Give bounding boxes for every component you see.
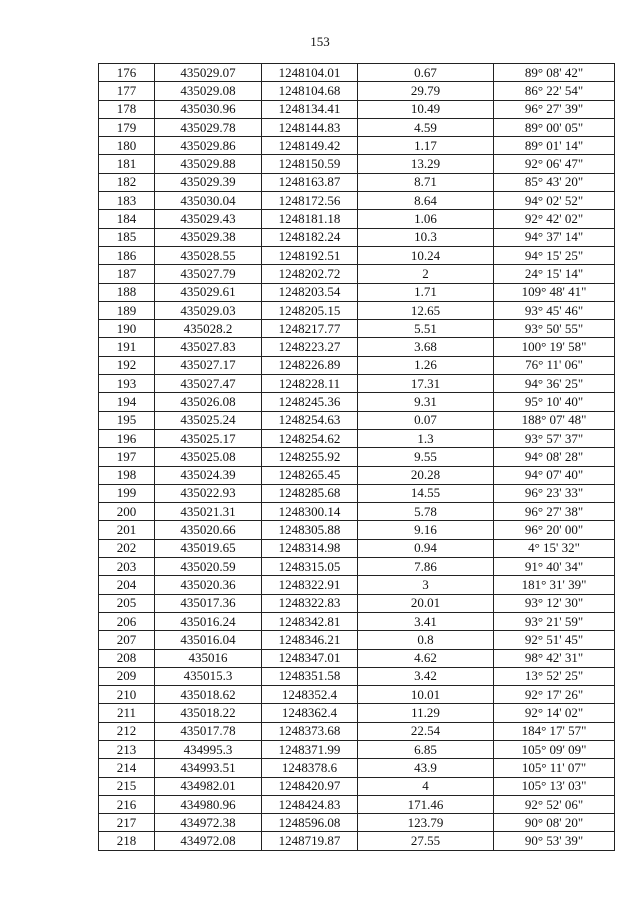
x-coordinate-cell: 435025.24 bbox=[155, 411, 262, 429]
y-coordinate-cell: 1248245.36 bbox=[262, 393, 358, 411]
x-coordinate-cell: 435015.3 bbox=[155, 667, 262, 685]
table-row bbox=[99, 686, 615, 704]
x-coordinate-cell: 434980.96 bbox=[155, 795, 262, 813]
point-number-cell: 190 bbox=[99, 320, 155, 338]
table-row bbox=[99, 246, 615, 264]
point-number-cell: 197 bbox=[99, 448, 155, 466]
x-coordinate-cell: 435029.38 bbox=[155, 228, 262, 246]
distance-cell: 1.17 bbox=[358, 137, 494, 155]
angle-cell: 94° 15' 25" bbox=[494, 246, 615, 264]
table-row bbox=[99, 429, 615, 447]
y-coordinate-cell: 1248719.87 bbox=[262, 832, 358, 850]
distance-cell: 9.16 bbox=[358, 521, 494, 539]
distance-cell: 20.28 bbox=[358, 466, 494, 484]
angle-cell: 86° 22' 54" bbox=[494, 82, 615, 100]
table-row bbox=[99, 612, 615, 630]
y-coordinate-cell: 1248255.92 bbox=[262, 448, 358, 466]
angle-cell: 93° 12' 30" bbox=[494, 594, 615, 612]
y-coordinate-cell: 1248134.41 bbox=[262, 100, 358, 118]
distance-cell: 1.71 bbox=[358, 283, 494, 301]
distance-cell: 10.01 bbox=[358, 686, 494, 704]
x-coordinate-cell: 435029.03 bbox=[155, 301, 262, 319]
angle-cell: 92° 51' 45" bbox=[494, 631, 615, 649]
y-coordinate-cell: 1248104.68 bbox=[262, 82, 358, 100]
y-coordinate-cell: 1248144.83 bbox=[262, 118, 358, 136]
y-coordinate-cell: 1248322.91 bbox=[262, 576, 358, 594]
angle-cell: 95° 10' 40" bbox=[494, 393, 615, 411]
x-coordinate-cell: 435030.04 bbox=[155, 192, 262, 210]
y-coordinate-cell: 1248362.4 bbox=[262, 704, 358, 722]
y-coordinate-cell: 1248226.89 bbox=[262, 356, 358, 374]
table-row bbox=[99, 375, 615, 393]
point-number-cell: 177 bbox=[99, 82, 155, 100]
x-coordinate-cell: 435027.79 bbox=[155, 265, 262, 283]
angle-cell: 93° 57' 37" bbox=[494, 429, 615, 447]
y-coordinate-cell: 1248371.99 bbox=[262, 740, 358, 758]
table-row bbox=[99, 759, 615, 777]
point-number-cell: 213 bbox=[99, 740, 155, 758]
y-coordinate-cell: 1248181.18 bbox=[262, 210, 358, 228]
point-number-cell: 200 bbox=[99, 503, 155, 521]
angle-cell: 76° 11' 06" bbox=[494, 356, 615, 374]
distance-cell: 2 bbox=[358, 265, 494, 283]
distance-cell: 4.59 bbox=[358, 118, 494, 136]
point-number-cell: 195 bbox=[99, 411, 155, 429]
point-number-cell: 208 bbox=[99, 649, 155, 667]
point-number-cell: 206 bbox=[99, 612, 155, 630]
y-coordinate-cell: 1248149.42 bbox=[262, 137, 358, 155]
y-coordinate-cell: 1248351.58 bbox=[262, 667, 358, 685]
distance-cell: 0.67 bbox=[358, 64, 494, 82]
distance-cell: 17.31 bbox=[358, 375, 494, 393]
angle-cell: 93° 50' 55" bbox=[494, 320, 615, 338]
table-row bbox=[99, 137, 615, 155]
x-coordinate-cell: 434993.51 bbox=[155, 759, 262, 777]
distance-cell: 0.07 bbox=[358, 411, 494, 429]
distance-cell: 20.01 bbox=[358, 594, 494, 612]
x-coordinate-cell: 435020.36 bbox=[155, 576, 262, 594]
angle-cell: 92° 17' 26" bbox=[494, 686, 615, 704]
angle-cell: 93° 21' 59" bbox=[494, 612, 615, 630]
point-number-cell: 218 bbox=[99, 832, 155, 850]
distance-cell: 3.42 bbox=[358, 667, 494, 685]
x-coordinate-cell: 435019.65 bbox=[155, 539, 262, 557]
point-number-cell: 201 bbox=[99, 521, 155, 539]
table-row bbox=[99, 283, 615, 301]
table-row bbox=[99, 777, 615, 795]
table-row bbox=[99, 338, 615, 356]
table-row bbox=[99, 521, 615, 539]
point-number-cell: 205 bbox=[99, 594, 155, 612]
point-number-cell: 204 bbox=[99, 576, 155, 594]
x-coordinate-cell: 435029.88 bbox=[155, 155, 262, 173]
table-row bbox=[99, 100, 615, 118]
y-coordinate-cell: 1248172.56 bbox=[262, 192, 358, 210]
angle-cell: 93° 45' 46" bbox=[494, 301, 615, 319]
distance-cell: 7.86 bbox=[358, 558, 494, 576]
y-coordinate-cell: 1248223.27 bbox=[262, 338, 358, 356]
table-row bbox=[99, 82, 615, 100]
angle-cell: 96° 23' 33" bbox=[494, 484, 615, 502]
table-row bbox=[99, 466, 615, 484]
distance-cell: 14.55 bbox=[358, 484, 494, 502]
y-coordinate-cell: 1248182.24 bbox=[262, 228, 358, 246]
table-row bbox=[99, 704, 615, 722]
y-coordinate-cell: 1248322.83 bbox=[262, 594, 358, 612]
angle-cell: 85° 43' 20" bbox=[494, 173, 615, 191]
point-number-cell: 181 bbox=[99, 155, 155, 173]
angle-cell: 92° 52' 06" bbox=[494, 795, 615, 813]
x-coordinate-cell: 435029.61 bbox=[155, 283, 262, 301]
angle-cell: 109° 48' 41" bbox=[494, 283, 615, 301]
angle-cell: 94° 37' 14" bbox=[494, 228, 615, 246]
table-row bbox=[99, 64, 615, 82]
x-coordinate-cell: 435029.08 bbox=[155, 82, 262, 100]
distance-cell: 5.51 bbox=[358, 320, 494, 338]
point-number-cell: 215 bbox=[99, 777, 155, 795]
distance-cell: 1.06 bbox=[358, 210, 494, 228]
y-coordinate-cell: 1248217.77 bbox=[262, 320, 358, 338]
angle-cell: 89° 00' 05" bbox=[494, 118, 615, 136]
x-coordinate-cell: 435018.22 bbox=[155, 704, 262, 722]
angle-cell: 94° 02' 52" bbox=[494, 192, 615, 210]
x-coordinate-cell: 435016 bbox=[155, 649, 262, 667]
point-number-cell: 182 bbox=[99, 173, 155, 191]
angle-cell: 13° 52' 25" bbox=[494, 667, 615, 685]
point-number-cell: 211 bbox=[99, 704, 155, 722]
table-row bbox=[99, 649, 615, 667]
table-row bbox=[99, 393, 615, 411]
angle-cell: 89° 01' 14" bbox=[494, 137, 615, 155]
angle-cell: 98° 42' 31" bbox=[494, 649, 615, 667]
point-number-cell: 216 bbox=[99, 795, 155, 813]
point-number-cell: 194 bbox=[99, 393, 155, 411]
table-row bbox=[99, 740, 615, 758]
distance-cell: 9.55 bbox=[358, 448, 494, 466]
x-coordinate-cell: 435029.86 bbox=[155, 137, 262, 155]
y-coordinate-cell: 1248254.62 bbox=[262, 429, 358, 447]
distance-cell: 29.79 bbox=[358, 82, 494, 100]
distance-cell: 4.62 bbox=[358, 649, 494, 667]
y-coordinate-cell: 1248163.87 bbox=[262, 173, 358, 191]
distance-cell: 13.29 bbox=[358, 155, 494, 173]
x-coordinate-cell: 435020.59 bbox=[155, 558, 262, 576]
table-row bbox=[99, 795, 615, 813]
distance-cell: 6.85 bbox=[358, 740, 494, 758]
point-number-cell: 202 bbox=[99, 539, 155, 557]
x-coordinate-cell: 435017.36 bbox=[155, 594, 262, 612]
distance-cell: 3.41 bbox=[358, 612, 494, 630]
angle-cell: 105° 11' 07" bbox=[494, 759, 615, 777]
distance-cell: 8.71 bbox=[358, 173, 494, 191]
distance-cell: 1.26 bbox=[358, 356, 494, 374]
distance-cell: 12.65 bbox=[358, 301, 494, 319]
point-number-cell: 191 bbox=[99, 338, 155, 356]
table-row bbox=[99, 192, 615, 210]
angle-cell: 184° 17' 57" bbox=[494, 722, 615, 740]
angle-cell: 181° 31' 39" bbox=[494, 576, 615, 594]
table-row bbox=[99, 173, 615, 191]
x-coordinate-cell: 435029.07 bbox=[155, 64, 262, 82]
distance-cell: 10.24 bbox=[358, 246, 494, 264]
point-number-cell: 179 bbox=[99, 118, 155, 136]
x-coordinate-cell: 434982.01 bbox=[155, 777, 262, 795]
y-coordinate-cell: 1248202.72 bbox=[262, 265, 358, 283]
angle-cell: 94° 36' 25" bbox=[494, 375, 615, 393]
table-row bbox=[99, 155, 615, 173]
x-coordinate-cell: 435029.39 bbox=[155, 173, 262, 191]
distance-cell: 0.8 bbox=[358, 631, 494, 649]
y-coordinate-cell: 1248346.21 bbox=[262, 631, 358, 649]
y-coordinate-cell: 1248228.11 bbox=[262, 375, 358, 393]
angle-cell: 4° 15' 32" bbox=[494, 539, 615, 557]
y-coordinate-cell: 1248205.15 bbox=[262, 301, 358, 319]
x-coordinate-cell: 434972.38 bbox=[155, 814, 262, 832]
y-coordinate-cell: 1248342.81 bbox=[262, 612, 358, 630]
table-row bbox=[99, 118, 615, 136]
table-row bbox=[99, 594, 615, 612]
distance-cell: 123.79 bbox=[358, 814, 494, 832]
x-coordinate-cell: 435025.08 bbox=[155, 448, 262, 466]
angle-cell: 105° 09' 09" bbox=[494, 740, 615, 758]
point-number-cell: 183 bbox=[99, 192, 155, 210]
y-coordinate-cell: 1248420.97 bbox=[262, 777, 358, 795]
y-coordinate-cell: 1248347.01 bbox=[262, 649, 358, 667]
y-coordinate-cell: 1248596.08 bbox=[262, 814, 358, 832]
x-coordinate-cell: 435027.83 bbox=[155, 338, 262, 356]
y-coordinate-cell: 1248285.68 bbox=[262, 484, 358, 502]
angle-cell: 96° 27' 39" bbox=[494, 100, 615, 118]
x-coordinate-cell: 435028.2 bbox=[155, 320, 262, 338]
distance-cell: 10.3 bbox=[358, 228, 494, 246]
point-number-cell: 214 bbox=[99, 759, 155, 777]
distance-cell: 9.31 bbox=[358, 393, 494, 411]
page-number: 153 bbox=[310, 34, 330, 49]
x-coordinate-cell: 435029.78 bbox=[155, 118, 262, 136]
angle-cell: 94° 07' 40" bbox=[494, 466, 615, 484]
point-number-cell: 188 bbox=[99, 283, 155, 301]
angle-cell: 89° 08' 42" bbox=[494, 64, 615, 82]
table-row bbox=[99, 484, 615, 502]
point-number-cell: 192 bbox=[99, 356, 155, 374]
point-number-cell: 180 bbox=[99, 137, 155, 155]
angle-cell: 92° 06' 47" bbox=[494, 155, 615, 173]
distance-cell: 5.78 bbox=[358, 503, 494, 521]
point-number-cell: 184 bbox=[99, 210, 155, 228]
point-number-cell: 203 bbox=[99, 558, 155, 576]
x-coordinate-cell: 435027.17 bbox=[155, 356, 262, 374]
point-number-cell: 176 bbox=[99, 64, 155, 82]
x-coordinate-cell: 434972.08 bbox=[155, 832, 262, 850]
coordinates-table bbox=[98, 63, 615, 851]
x-coordinate-cell: 435016.04 bbox=[155, 631, 262, 649]
angle-cell: 90° 08' 20" bbox=[494, 814, 615, 832]
table-row bbox=[99, 210, 615, 228]
point-number-cell: 196 bbox=[99, 429, 155, 447]
point-number-cell: 217 bbox=[99, 814, 155, 832]
point-number-cell: 209 bbox=[99, 667, 155, 685]
angle-cell: 94° 08' 28" bbox=[494, 448, 615, 466]
table-row bbox=[99, 301, 615, 319]
y-coordinate-cell: 1248352.4 bbox=[262, 686, 358, 704]
x-coordinate-cell: 435020.66 bbox=[155, 521, 262, 539]
point-number-cell: 185 bbox=[99, 228, 155, 246]
point-number-cell: 186 bbox=[99, 246, 155, 264]
x-coordinate-cell: 435024.39 bbox=[155, 466, 262, 484]
x-coordinate-cell: 435027.47 bbox=[155, 375, 262, 393]
y-coordinate-cell: 1248104.01 bbox=[262, 64, 358, 82]
point-number-cell: 198 bbox=[99, 466, 155, 484]
y-coordinate-cell: 1248203.54 bbox=[262, 283, 358, 301]
distance-cell: 22.54 bbox=[358, 722, 494, 740]
angle-cell: 100° 19' 58" bbox=[494, 338, 615, 356]
y-coordinate-cell: 1248192.51 bbox=[262, 246, 358, 264]
x-coordinate-cell: 435029.43 bbox=[155, 210, 262, 228]
y-coordinate-cell: 1248315.05 bbox=[262, 558, 358, 576]
distance-cell: 3.68 bbox=[358, 338, 494, 356]
distance-cell: 43.9 bbox=[358, 759, 494, 777]
distance-cell: 27.55 bbox=[358, 832, 494, 850]
y-coordinate-cell: 1248254.63 bbox=[262, 411, 358, 429]
point-number-cell: 207 bbox=[99, 631, 155, 649]
angle-cell: 105° 13' 03" bbox=[494, 777, 615, 795]
y-coordinate-cell: 1248150.59 bbox=[262, 155, 358, 173]
angle-cell: 91° 40' 34" bbox=[494, 558, 615, 576]
x-coordinate-cell: 435030.96 bbox=[155, 100, 262, 118]
angle-cell: 24° 15' 14" bbox=[494, 265, 615, 283]
y-coordinate-cell: 1248378.6 bbox=[262, 759, 358, 777]
point-number-cell: 187 bbox=[99, 265, 155, 283]
x-coordinate-cell: 435021.31 bbox=[155, 503, 262, 521]
x-coordinate-cell: 435022.93 bbox=[155, 484, 262, 502]
distance-cell: 171.46 bbox=[358, 795, 494, 813]
angle-cell: 188° 07' 48" bbox=[494, 411, 615, 429]
distance-cell: 4 bbox=[358, 777, 494, 795]
x-coordinate-cell: 435016.24 bbox=[155, 612, 262, 630]
y-coordinate-cell: 1248314.98 bbox=[262, 539, 358, 557]
distance-cell: 8.64 bbox=[358, 192, 494, 210]
distance-cell: 10.49 bbox=[358, 100, 494, 118]
table-row bbox=[99, 320, 615, 338]
point-number-cell: 193 bbox=[99, 375, 155, 393]
x-coordinate-cell: 435017.78 bbox=[155, 722, 262, 740]
angle-cell: 92° 14' 02" bbox=[494, 704, 615, 722]
x-coordinate-cell: 435025.17 bbox=[155, 429, 262, 447]
table-row bbox=[99, 558, 615, 576]
table-row bbox=[99, 411, 615, 429]
point-number-cell: 178 bbox=[99, 100, 155, 118]
table-row bbox=[99, 722, 615, 740]
y-coordinate-cell: 1248265.45 bbox=[262, 466, 358, 484]
angle-cell: 96° 20' 00" bbox=[494, 521, 615, 539]
table-row bbox=[99, 667, 615, 685]
y-coordinate-cell: 1248305.88 bbox=[262, 521, 358, 539]
coordinates-table-body bbox=[99, 64, 615, 851]
table-row bbox=[99, 503, 615, 521]
distance-cell: 3 bbox=[358, 576, 494, 594]
table-row bbox=[99, 448, 615, 466]
x-coordinate-cell: 435018.62 bbox=[155, 686, 262, 704]
x-coordinate-cell: 434995.3 bbox=[155, 740, 262, 758]
table-row bbox=[99, 356, 615, 374]
point-number-cell: 199 bbox=[99, 484, 155, 502]
point-number-cell: 212 bbox=[99, 722, 155, 740]
table-row bbox=[99, 832, 615, 850]
distance-cell: 11.29 bbox=[358, 704, 494, 722]
x-coordinate-cell: 435026.08 bbox=[155, 393, 262, 411]
distance-cell: 0.94 bbox=[358, 539, 494, 557]
table-row bbox=[99, 631, 615, 649]
angle-cell: 92° 42' 02" bbox=[494, 210, 615, 228]
y-coordinate-cell: 1248373.68 bbox=[262, 722, 358, 740]
point-number-cell: 189 bbox=[99, 301, 155, 319]
angle-cell: 90° 53' 39" bbox=[494, 832, 615, 850]
point-number-cell: 210 bbox=[99, 686, 155, 704]
x-coordinate-cell: 435028.55 bbox=[155, 246, 262, 264]
y-coordinate-cell: 1248300.14 bbox=[262, 503, 358, 521]
table-row bbox=[99, 265, 615, 283]
angle-cell: 96° 27' 38" bbox=[494, 503, 615, 521]
table-row bbox=[99, 814, 615, 832]
table-row bbox=[99, 228, 615, 246]
table-row bbox=[99, 576, 615, 594]
distance-cell: 1.3 bbox=[358, 429, 494, 447]
y-coordinate-cell: 1248424.83 bbox=[262, 795, 358, 813]
table-row bbox=[99, 539, 615, 557]
